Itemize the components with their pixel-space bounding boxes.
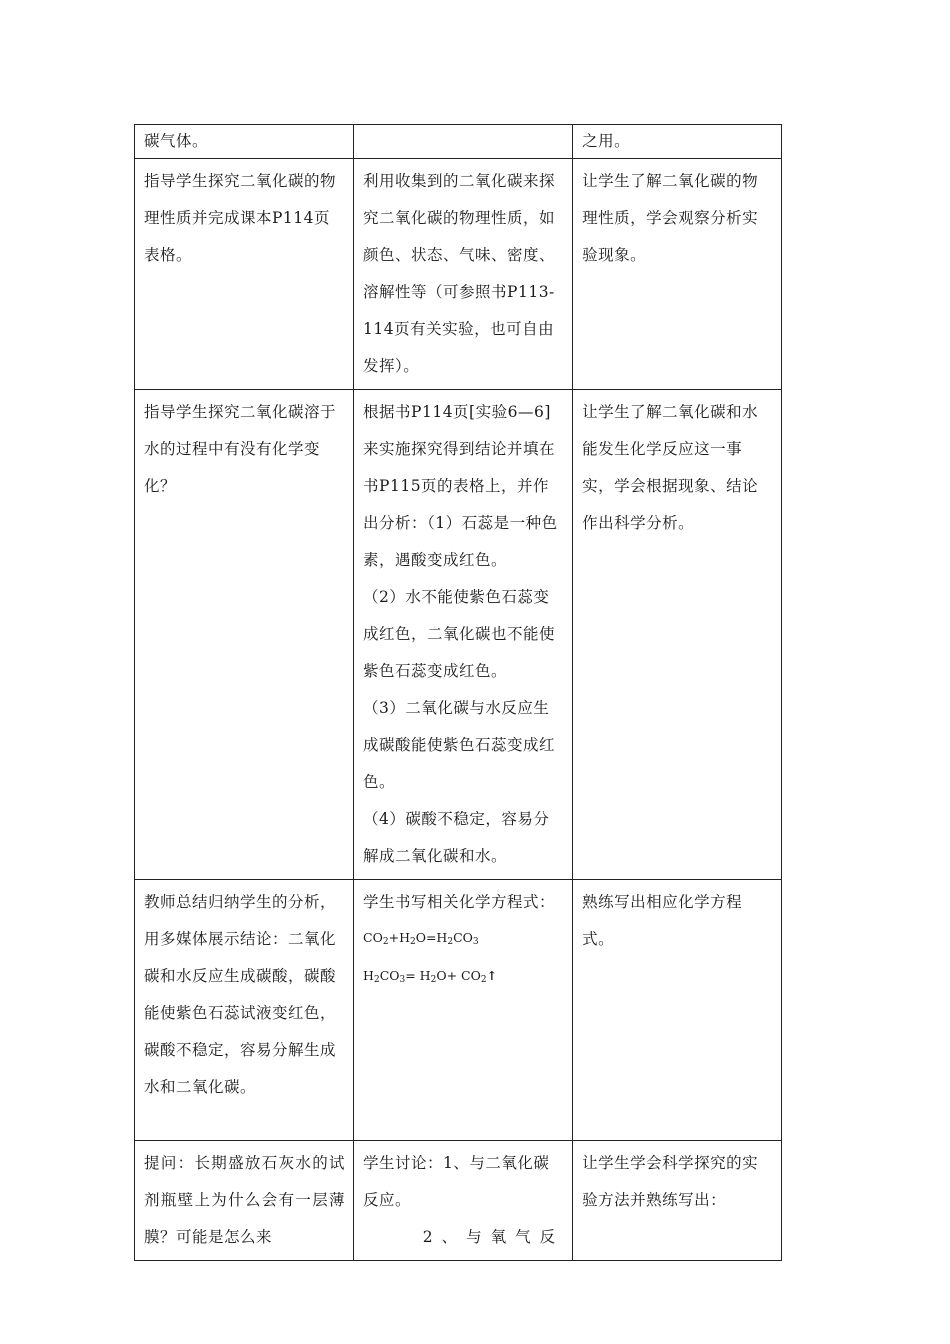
discussion-line: 2、与氧气反: [422, 1228, 565, 1246]
design-intent-cell: 让学生了解二氧化碳的物理性质，学会观察分析实验现象。: [573, 159, 782, 390]
student-activity-cell: 利用收集到的二氧化碳来探究二氧化碳的物理性质，如颜色、状态、气味、密度、溶解性等（可参照书P113-114页有关实验，也可自由发挥）。: [354, 159, 573, 390]
teacher-activity-cell: 指导学生探究二氧化碳的物理性质并完成课本P114页表格。: [135, 159, 354, 390]
eq-part: = H: [405, 968, 431, 983]
student-activity-cell: [354, 390, 573, 880]
table-row: [135, 390, 782, 880]
analysis-paragraph: （3）二氧化碳与水反应生成碳酸能使紫色石蕊变成红色。: [363, 699, 556, 791]
teacher-activity-cell: 提问：长期盛放石灰水的试剂瓶壁上为什么会有一层薄膜？可能是怎么来: [135, 1141, 354, 1261]
eq-part: +H: [388, 930, 410, 945]
analysis-paragraph: （4）碳酸不稳定，容易分解成二氧化碳和水。: [363, 810, 550, 865]
eq-part: CO: [453, 930, 473, 945]
teacher-activity-cell: 指导学生探究二氧化碳溶于水的过程中有没有化学变化？: [135, 390, 354, 880]
eq-sub: 2: [430, 975, 437, 985]
equation-carbonic-decomposition: [363, 959, 564, 997]
teacher-activity-cell: 教师总结归纳学生的分析，用多媒体展示结论：二氧化碳和水反应生成碳酸，碳酸能使紫色石蕊试液变红色，碳酸不稳定，容易分解生成水和二氧化碳。: [135, 880, 354, 1141]
student-activity-cell: [354, 880, 573, 1141]
teacher-activity-cell: 碳气体。: [135, 125, 354, 159]
eq-sub: 2: [409, 937, 416, 947]
table-row: [135, 125, 782, 159]
eq-sub: 2: [480, 975, 487, 985]
eq-part: O=H: [415, 930, 448, 945]
gas-arrow-icon: ↑: [486, 968, 498, 983]
analysis-paragraph: （2）水不能使紫色石蕊变成红色，二氧化碳也不能使紫色石蕊变成红色。: [363, 588, 556, 680]
student-activity-cell: [354, 125, 573, 159]
equation-co2-water: [363, 921, 564, 959]
eq-part: CO: [363, 930, 383, 945]
design-intent-cell: 让学生了解二氧化碳和水能发生化学反应这一事实，学会根据现象、结论作出科学分析。: [573, 390, 782, 880]
table-row: [135, 1141, 782, 1261]
eq-sub: 3: [399, 975, 406, 985]
analysis-paragraph: 根据书P114页[实验6—6]来实施探究得到结论并填在书P115页的表格上，并作出分析：（1）石蕊是一种色素，遇酸变成红色。: [363, 403, 558, 569]
table-row: [135, 880, 782, 1141]
discussion-line: 学生讨论：1、与二氧化碳反应。: [363, 1154, 550, 1209]
design-intent-cell: 让学生学会科学探究的实验方法并熟练写出：: [573, 1141, 782, 1261]
lesson-plan-table: [134, 124, 782, 1261]
eq-sub: 2: [447, 937, 454, 947]
design-intent-cell: 之用。: [573, 125, 782, 159]
eq-sub: 2: [373, 975, 380, 985]
eq-sub: 3: [472, 937, 479, 947]
table-row: [135, 159, 782, 390]
eq-part: O+ CO: [436, 968, 481, 983]
design-intent-cell: 熟练写出相应化学方程式。: [573, 880, 782, 1141]
eq-part: H: [363, 968, 374, 983]
student-activity-cell: [354, 1141, 573, 1261]
eq-part: CO: [379, 968, 400, 983]
eq-sub: 2: [382, 937, 389, 947]
equation-intro: 学生书写相关化学方程式：: [363, 893, 556, 911]
